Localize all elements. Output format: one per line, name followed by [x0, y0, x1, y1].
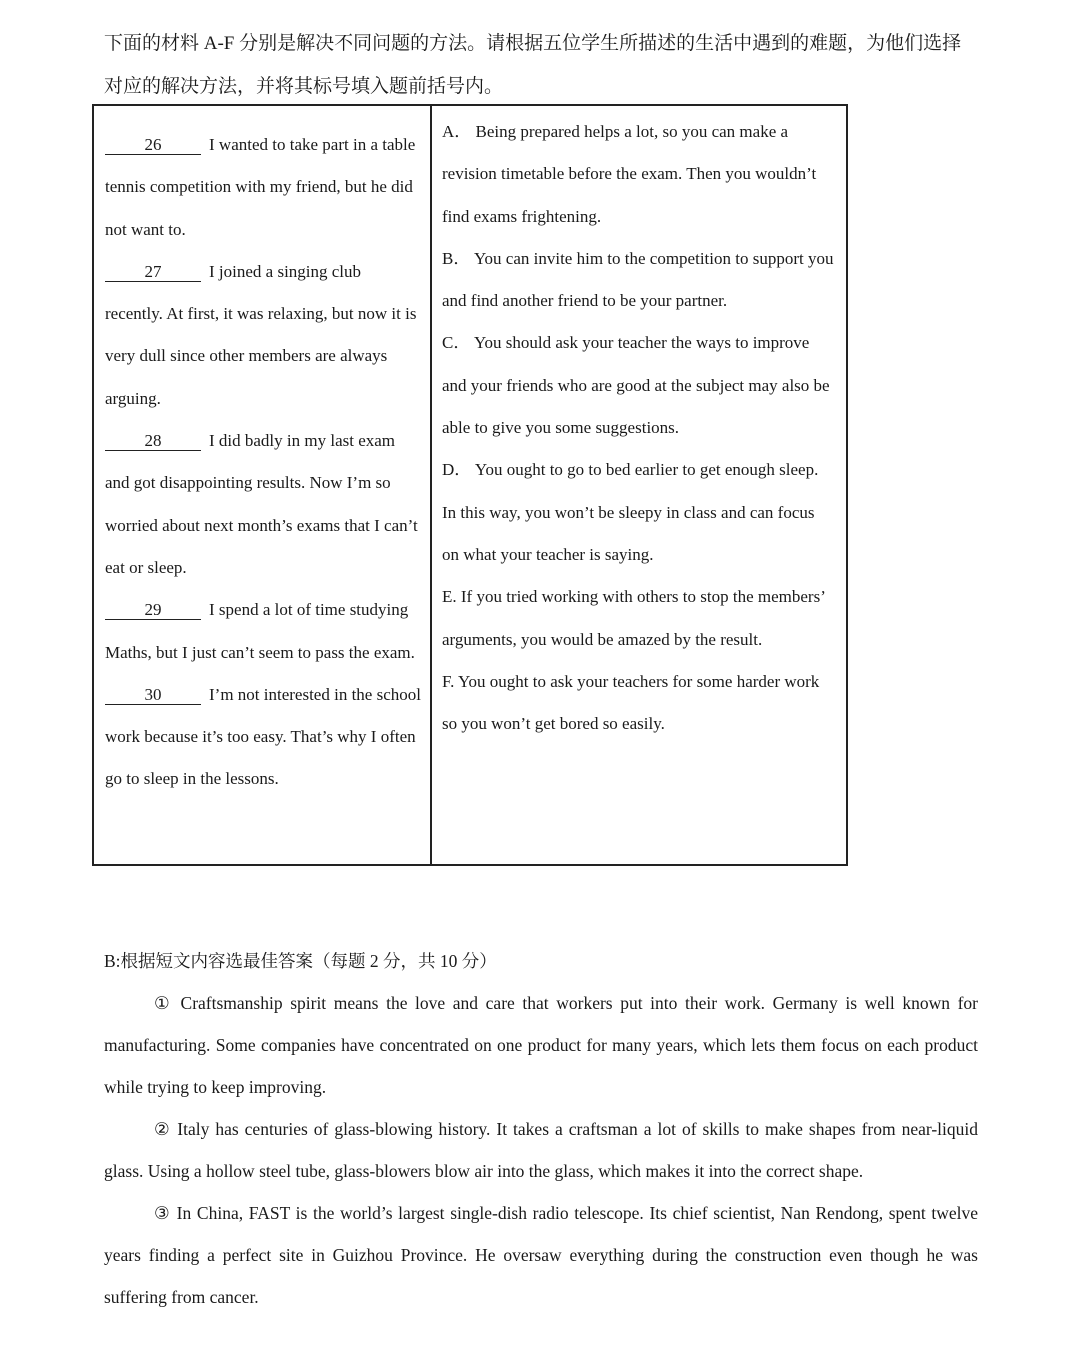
- problems-column: [94, 106, 432, 864]
- option-label: A．: [442, 122, 472, 141]
- passage-paragraph-1: ① Craftsmanship spirit means the love and care that workers put into their work. Germany is well known for manufacturing. Some companies have concentrated on one product for many years, which lets them focus on each product while trying to keep improving.: [104, 993, 978, 1097]
- problem-text: I wanted to take part in a table tennis competition with my friend, but he did not want to.: [105, 135, 416, 239]
- section-b-heading: B:根据短文内容选最佳答案（每题 2 分，共 10 分）: [104, 951, 497, 971]
- problem-text: I did badly in my last exam and got disappointing results. Now I’m so worried about next month’s exams that I can’t eat or sleep.: [105, 431, 418, 577]
- option-e: [442, 576, 834, 661]
- option-text: You can invite him to the competition to support you and find another friend to be your partner.: [442, 248, 834, 311]
- option-b: [442, 238, 834, 323]
- problem-text: I spend a lot of time studying Maths, but I just can’t seem to pass the exam.: [105, 600, 415, 662]
- problem-item-28: [105, 420, 422, 589]
- matching-table: [92, 104, 848, 866]
- problem-item-27: [105, 251, 422, 420]
- option-f: [442, 661, 834, 746]
- passage-paragraph-3: ③ In China, FAST is the world’s largest single-dish radio telescope. Its chief scientist, Nan Rendong, spent twelve years finding a perfect site in Guizhou Province. He oversaw everything during the construction even though he was suffering from cancer.: [104, 1203, 978, 1307]
- answer-blank-29[interactable]: 29: [105, 601, 201, 620]
- answer-blank-30[interactable]: 30: [105, 686, 201, 705]
- option-label: E.: [442, 587, 457, 607]
- instructions-line-1: 下面的材料 A-F 分别是解决不同问题的方法。请根据五位学生所描述的生活中遇到的难题，为他们选择: [104, 33, 962, 54]
- option-text: Being prepared helps a lot, so you can make a revision timetable before the exam. Then you wouldn’t find exams frightening.: [442, 122, 817, 226]
- problem-text: I’m not interested in the school work because it’s too easy. That’s why I often go to sleep in the lessons.: [105, 684, 421, 789]
- options-column: [432, 106, 846, 864]
- instructions-line-2: 对应的解决方法，并将其标号填入题前括号内。: [104, 76, 504, 97]
- section-b: [104, 940, 978, 1318]
- option-text: You ought to ask your teachers for some harder work so you won’t get bored so easily.: [442, 671, 820, 734]
- problem-item-30: [105, 674, 422, 801]
- option-label: B．: [442, 248, 471, 268]
- option-label: C．: [442, 333, 471, 353]
- option-d: [442, 449, 834, 576]
- option-text: You ought to go to bed earlier to get enough sleep. In this way, you won’t be sleepy in class and can focus on what your teacher is saying.: [442, 460, 819, 564]
- problem-item-26: [105, 124, 422, 251]
- option-text: You should ask your teacher the ways to improve and your friends who are good at the subject may also be able to give you some suggestions.: [442, 333, 830, 438]
- option-a: [442, 111, 834, 238]
- answer-blank-26[interactable]: 26: [105, 136, 201, 155]
- option-text: If you tried working with others to stop the members’ arguments, you would be amazed by the result.: [442, 587, 825, 649]
- problem-item-29: [105, 589, 422, 674]
- answer-blank-28[interactable]: 28: [105, 432, 201, 451]
- answer-blank-27[interactable]: 27: [105, 263, 201, 282]
- option-c: [442, 322, 834, 449]
- option-label: D．: [442, 460, 472, 480]
- problem-text: I joined a singing club recently. At first, it was relaxing, but now it is very dull since other members are always arguing.: [105, 261, 417, 408]
- instructions: [104, 22, 984, 108]
- option-label: F.: [442, 671, 455, 691]
- passage-paragraph-2: ② Italy has centuries of glass-blowing history. It takes a craftsman a lot of skills to make shapes from near-liquid glass. Using a hollow steel tube, glass-blowers blow air into the glass, which makes it into the correct shape.: [104, 1119, 978, 1181]
